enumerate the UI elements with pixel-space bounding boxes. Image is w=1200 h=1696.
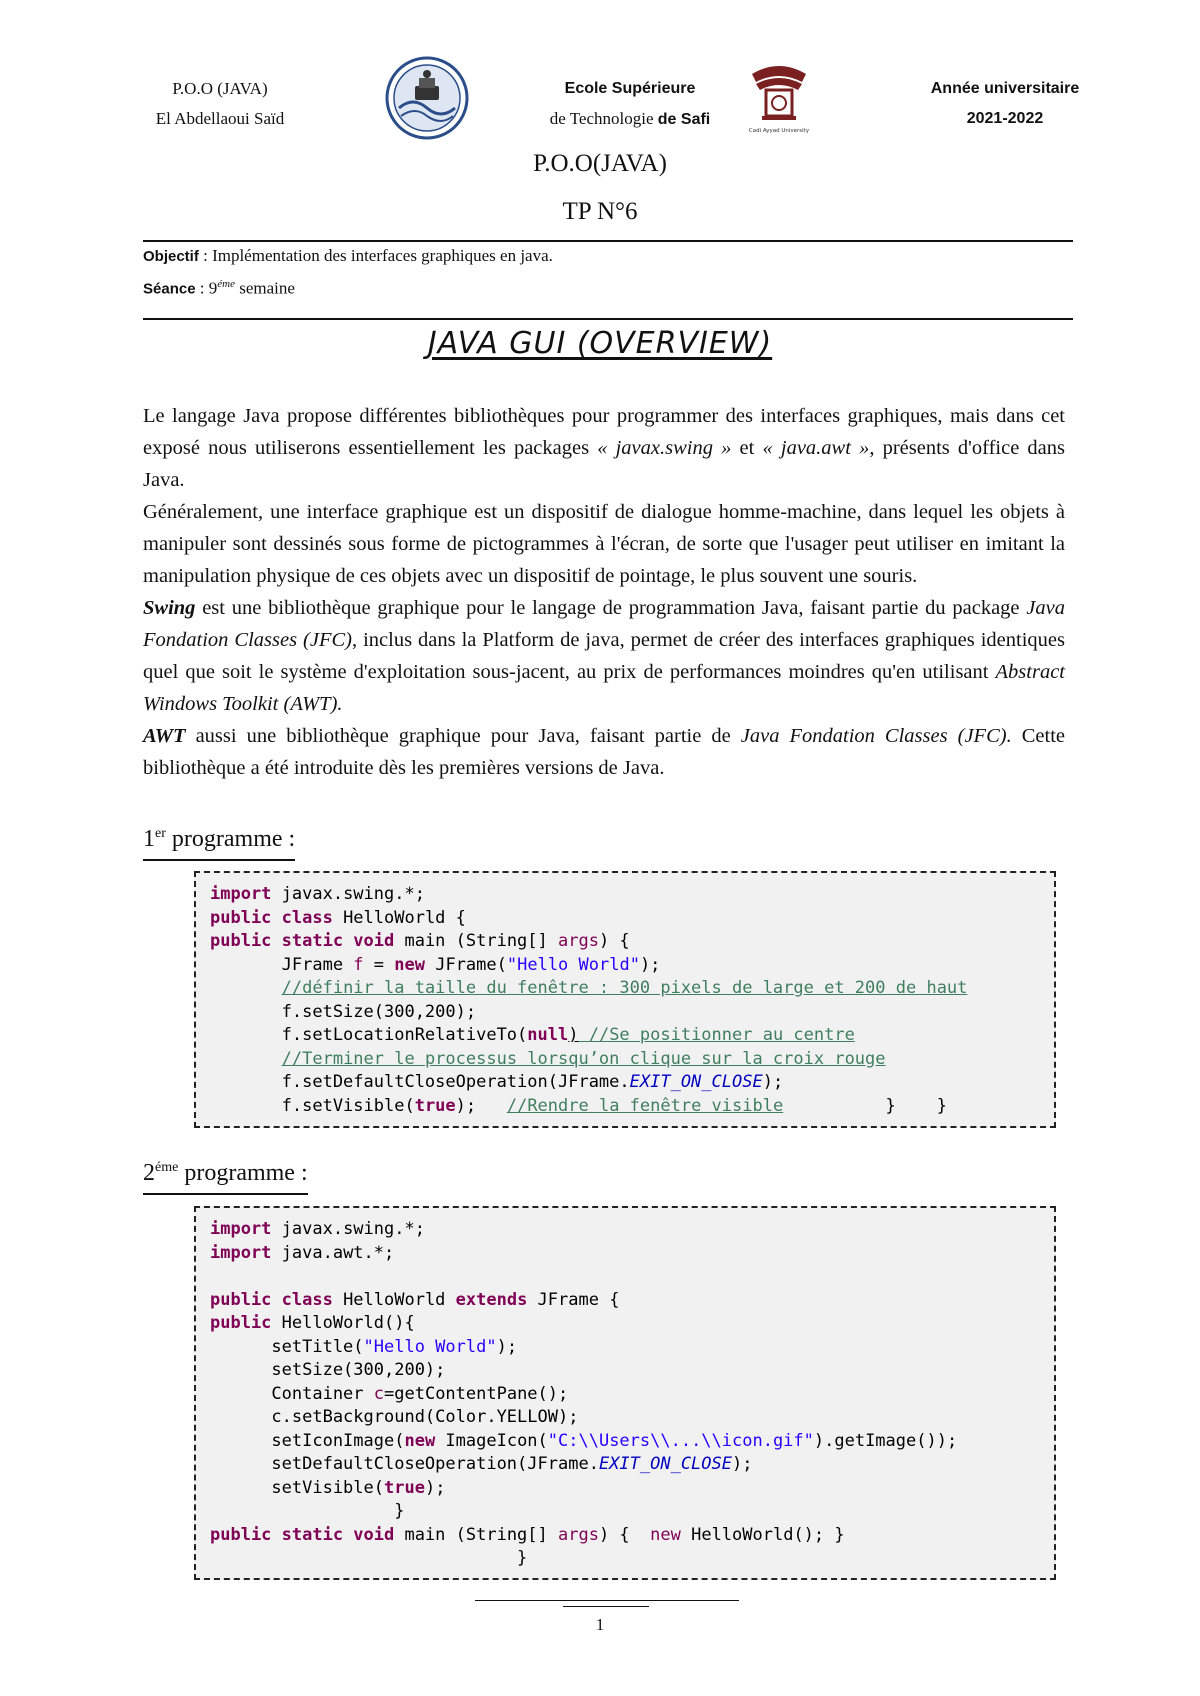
objective-text: : Implémentation des interfaces graphiques en java. — [198, 246, 553, 265]
objective-label: Objectif — [143, 248, 199, 265]
paragraph-1: Le langage Java propose différentes bibliothèques pour programmer des interfaces graphiques, mais dans cet exposé nous utiliserons essentiellement les packages « javax.swing » et « java.awt », présents d'office dans Java. — [143, 405, 1066, 491]
code-block-1 — [194, 871, 1056, 1128]
school-name: Ecole Supérieure — [564, 80, 696, 97]
paragraph-3: Swing est une bibliothèque graphique pour le langage de programmation Java, faisant partie du package Java Fondation Classes (JFC), inclus dans la Platform de java, permet de créer des interfaces graphiques identiques quel que soit le système d'exploitation sous-jacent, au prix de performances moindres qu'en utilisant Abstract Windows Toolkit (AWT). — [143, 597, 1065, 715]
program-2-heading: $2^{éme}$ programme : — [143, 1160, 308, 1195]
top-divider — [143, 240, 1073, 242]
footer-rule — [475, 1600, 739, 1601]
academic-year-label: Année universitaire — [930, 80, 1080, 97]
academic-year-value: 2021-2022 — [966, 110, 1044, 127]
code-1: import javax.swing.*; public class HelloWorld { public static void main (String[] args) { JFrame f = new JFrame("Hello World"); //définir la taille du fenêtre : 300 pixels de large et 200 de haut f.setSize(300,200); f.setLocationRelativeTo(null) //Se positionner au centre //Terminer le processus lorsqu’on clique sur la croix rouge f.setDefaultCloseOperation(JFrame.EXIT_ON_CLOSE); f.setVisible(true); //Rendre la fenêtre visible } } — [210, 884, 968, 1116]
bottom-divider — [143, 318, 1073, 320]
code-2: import javax.swing.*; import java.awt.*; public class HelloWorld extends JFrame { public HelloWorld(){ setTitle("Hello World"); setSize(300,200); Container c=getContentPane(); c.setBackground(Color.YELLOW); setIconImage(new ImageIcon("C:\\Users\\...\\icon.gif").getImage()); setDefaultCloseOperation(JFrame.EXIT_ON_CLOSE); setVisible(true); } public static void main (String[] args) { new HelloWorld(); } } — [210, 1219, 958, 1568]
intro-text — [143, 400, 1065, 784]
header-course-author — [120, 74, 320, 134]
objective-line — [143, 246, 553, 266]
document-title: P.O.O(JAVA) — [533, 150, 667, 177]
university-logo — [742, 62, 816, 136]
page-number: 1 — [595, 1615, 605, 1634]
school-logo — [385, 56, 469, 140]
footer-rule-short — [563, 1606, 649, 1607]
section-title: JAVA GUI (OVERVIEW) — [427, 326, 773, 361]
school-location: de Technologie de Safi — [549, 109, 711, 128]
university-logo-caption: Cadi Ayyad University — [748, 128, 810, 134]
header-school — [530, 74, 730, 135]
session-line: Séance : $9^{éme}$ semaine — [143, 278, 295, 298]
header-academic-year — [895, 74, 1115, 134]
paragraph-2: Généralement, une interface graphique est un dispositif de dialogue homme-machine, dans lequel les objets à manipuler sont dessinés sous forme de pictogrammes à l'écran, de sorte que l'usager peut utiliser en imitant la manipulation physique de ces objets avec un dispositif de pointage, le plus souvent une souris. — [143, 501, 1065, 587]
document-subtitle: TP N°6 — [562, 198, 638, 225]
code-block-2 — [194, 1206, 1056, 1580]
course-name: P.O.O (JAVA) — [172, 79, 268, 98]
paragraph-4: AWT aussi une bibliothèque graphique pour Java, faisant partie de Java Fondation Classes (JFC). Cette bibliothèque a été introduite dès les premières versions de Java. — [143, 725, 1066, 779]
author-name: El Abdellaoui Saïd — [155, 109, 285, 128]
program-1-heading: 1er programme : — [143, 826, 295, 861]
session-label: Séance — [143, 280, 196, 298]
